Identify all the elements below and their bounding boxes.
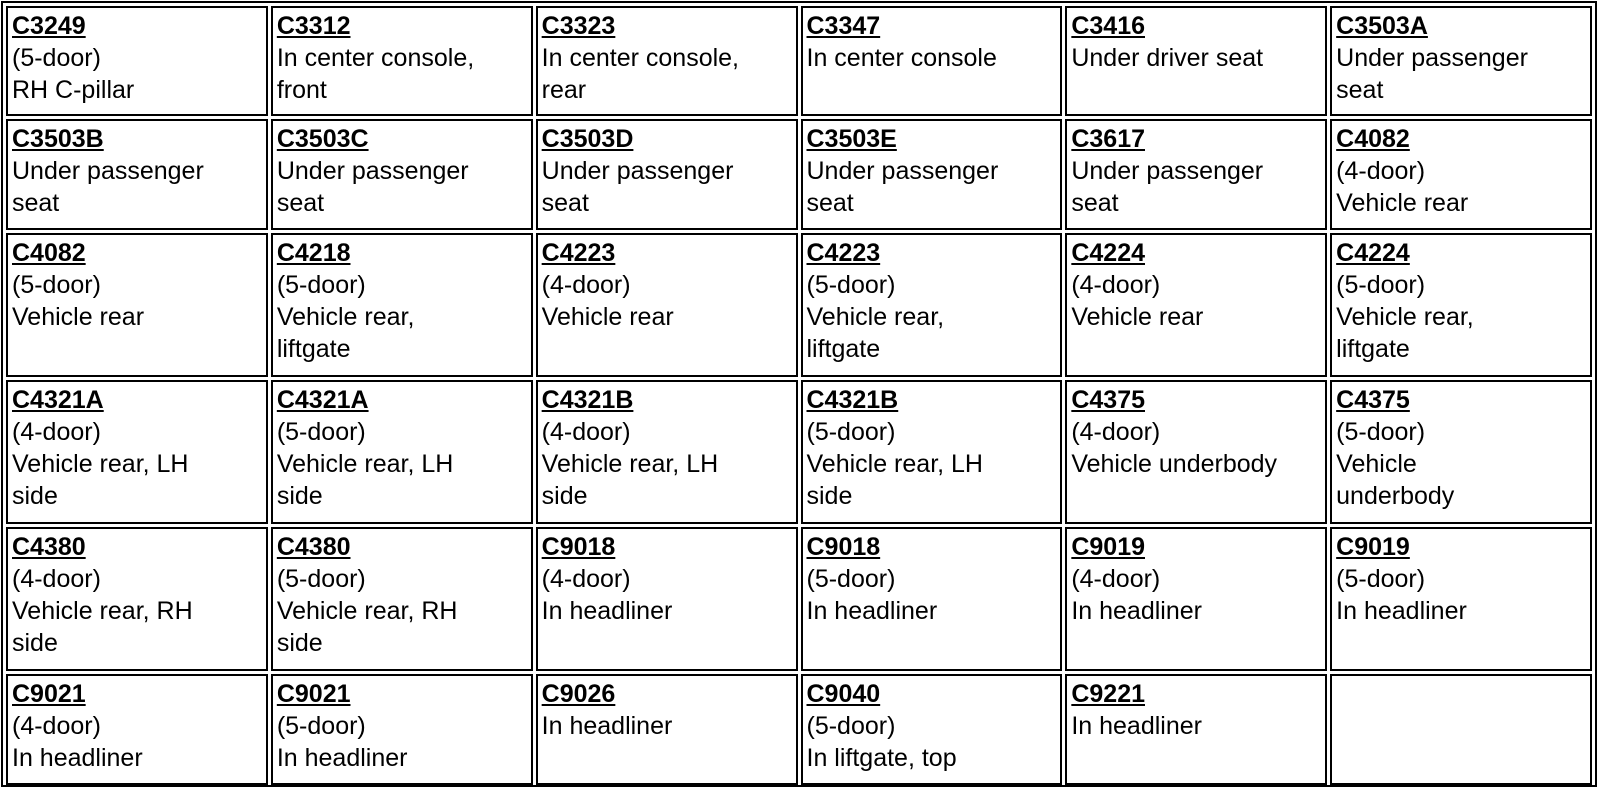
connector-link[interactable]: C3503D xyxy=(541,125,634,153)
location-text: In headliner xyxy=(806,597,938,625)
location-text: side xyxy=(276,482,323,510)
connector-link[interactable]: C4375 xyxy=(1071,386,1145,414)
location-text: front xyxy=(276,76,327,104)
connector-link[interactable]: C9040 xyxy=(806,680,881,708)
location-text: (5-door) xyxy=(806,712,896,740)
connector-link[interactable]: C4082 xyxy=(12,239,86,267)
table-cell xyxy=(536,6,798,116)
location-text: Vehicle rear, RH xyxy=(12,597,193,625)
location-text: In center console, xyxy=(541,44,739,72)
table-cell xyxy=(1065,233,1327,377)
table-cell xyxy=(536,233,798,377)
location-text: side xyxy=(12,629,58,657)
connector-link[interactable]: C9021 xyxy=(276,680,351,708)
connector-link[interactable]: C9018 xyxy=(806,533,881,561)
location-text: (5-door) xyxy=(1336,565,1426,593)
location-text: liftgate xyxy=(1336,335,1410,363)
location-text: Vehicle rear, LH xyxy=(12,450,189,478)
connector-link[interactable]: C3503E xyxy=(806,125,897,153)
connector-link[interactable]: C4321B xyxy=(541,386,634,414)
connector-link[interactable]: C9019 xyxy=(1071,533,1145,561)
location-text: (4-door) xyxy=(541,418,631,446)
location-text: (5-door) xyxy=(276,712,366,740)
table-cell xyxy=(801,674,1063,785)
location-text: Under passenger xyxy=(12,157,204,185)
location-text: (4-door) xyxy=(541,271,631,299)
table-cell xyxy=(1065,6,1327,116)
connector-link[interactable]: C9026 xyxy=(541,680,616,708)
location-text: (4-door) xyxy=(1336,157,1426,185)
location-text: side xyxy=(276,629,323,657)
table-cell xyxy=(1330,233,1592,377)
table-cell xyxy=(1065,119,1327,230)
location-text: underbody xyxy=(1336,482,1455,510)
location-text: In center console, xyxy=(276,44,475,72)
table-cell xyxy=(536,119,798,230)
table-cell xyxy=(271,674,533,785)
table-cell xyxy=(1330,119,1592,230)
table-cell xyxy=(1330,6,1592,116)
location-text: Vehicle rear, LH xyxy=(276,450,454,478)
connector-link[interactable]: C9019 xyxy=(1336,533,1410,561)
location-text: In headliner xyxy=(276,744,408,772)
table-cell xyxy=(801,233,1063,377)
location-text: Vehicle rear xyxy=(1071,303,1204,331)
table-cell xyxy=(1065,674,1327,785)
location-text: Vehicle rear, xyxy=(276,303,415,331)
table-cell xyxy=(536,380,798,524)
connector-location-table xyxy=(1,1,1597,787)
location-text: Vehicle rear, xyxy=(806,303,945,331)
location-text: seat xyxy=(806,189,854,217)
connector-link[interactable]: C3312 xyxy=(276,12,351,40)
table-cell xyxy=(271,380,533,524)
location-text: RH C-pillar xyxy=(12,76,135,104)
table-cell xyxy=(6,674,268,785)
table-cell xyxy=(6,233,268,377)
connector-link[interactable]: C4321A xyxy=(12,386,104,414)
connector-link[interactable]: C4223 xyxy=(541,239,616,267)
location-text: (5-door) xyxy=(276,271,366,299)
table-cell xyxy=(801,119,1063,230)
location-text: (5-door) xyxy=(276,418,366,446)
table-cell xyxy=(801,527,1063,671)
location-text: (5-door) xyxy=(1336,418,1426,446)
connector-link[interactable]: C4321A xyxy=(276,386,369,414)
connector-link[interactable]: C3416 xyxy=(1071,12,1145,40)
location-text: (5-door) xyxy=(806,418,896,446)
location-text: Under passenger xyxy=(276,157,469,185)
location-text: liftgate xyxy=(806,335,881,363)
location-text: seat xyxy=(1336,76,1384,104)
location-text: In headliner xyxy=(1336,597,1467,625)
table-cell xyxy=(6,119,268,230)
connector-link[interactable]: C9221 xyxy=(1071,680,1145,708)
connector-link[interactable]: C4380 xyxy=(276,533,351,561)
location-text: Vehicle rear xyxy=(12,303,145,331)
location-text: (4-door) xyxy=(1071,271,1161,299)
table-cell xyxy=(271,119,533,230)
location-text: rear xyxy=(541,76,587,104)
table-cell xyxy=(536,674,798,785)
table-cell xyxy=(1330,527,1592,671)
location-text: seat xyxy=(276,189,325,217)
location-text: In headliner xyxy=(1071,712,1202,740)
location-text: Vehicle underbody xyxy=(1071,450,1278,478)
table-cell xyxy=(271,527,533,671)
connector-link[interactable]: C4218 xyxy=(276,239,351,267)
connector-link[interactable]: C3503C xyxy=(276,125,369,153)
connector-link[interactable]: C4223 xyxy=(806,239,881,267)
location-text: (5-door) xyxy=(12,271,101,299)
connector-link[interactable]: C4375 xyxy=(1336,386,1410,414)
location-text: (4-door) xyxy=(541,565,631,593)
table-cell xyxy=(6,6,268,116)
table-cell xyxy=(1065,527,1327,671)
connector-link[interactable]: C9018 xyxy=(541,533,616,561)
table-cell xyxy=(1065,380,1327,524)
location-text: Under driver seat xyxy=(1071,44,1264,72)
connector-link[interactable]: C9021 xyxy=(12,680,86,708)
location-text: (5-door) xyxy=(806,565,896,593)
location-text: Vehicle xyxy=(1336,450,1417,478)
location-text: In headliner xyxy=(12,744,143,772)
table-cell xyxy=(801,380,1063,524)
connector-link[interactable]: C4321B xyxy=(806,386,899,414)
table-cell xyxy=(271,6,533,116)
empty-table-cell xyxy=(1330,674,1592,785)
connector-link[interactable]: C4380 xyxy=(12,533,86,561)
location-text: Vehicle rear, LH xyxy=(806,450,983,478)
location-text: (4-door) xyxy=(1071,418,1161,446)
location-text: side xyxy=(12,482,58,510)
connector-link[interactable]: C3249 xyxy=(12,12,86,40)
location-text: (4-door) xyxy=(1071,565,1161,593)
connector-link[interactable]: C3323 xyxy=(541,12,616,40)
location-text: (5-door) xyxy=(12,44,101,72)
location-text: Vehicle rear xyxy=(541,303,674,331)
location-text: (5-door) xyxy=(1336,271,1426,299)
connector-link[interactable]: C4224 xyxy=(1336,239,1410,267)
connector-link[interactable]: C4224 xyxy=(1071,239,1145,267)
location-text: (4-door) xyxy=(12,565,101,593)
location-text: seat xyxy=(1071,189,1119,217)
location-text: Vehicle rear, LH xyxy=(541,450,719,478)
location-text: In liftgate, top xyxy=(806,744,957,772)
connector-link[interactable]: C3617 xyxy=(1071,125,1145,153)
location-text: (5-door) xyxy=(276,565,366,593)
location-text: In headliner xyxy=(541,712,673,740)
location-text: Under passenger xyxy=(1071,157,1264,185)
location-text: (5-door) xyxy=(806,271,896,299)
location-text: Vehicle rear, RH xyxy=(276,597,458,625)
location-text: liftgate xyxy=(276,335,351,363)
table-cell xyxy=(801,6,1063,116)
location-text: Vehicle rear xyxy=(1336,189,1469,217)
location-text: Under passenger xyxy=(806,157,999,185)
connector-link[interactable]: C3347 xyxy=(806,12,881,40)
location-text: In center console xyxy=(806,44,997,72)
table-cell xyxy=(271,233,533,377)
table-cell xyxy=(6,380,268,524)
location-text: seat xyxy=(541,189,589,217)
table-cell xyxy=(1330,380,1592,524)
connector-link[interactable]: C3503B xyxy=(12,125,104,153)
location-text: (4-door) xyxy=(12,418,101,446)
connector-link[interactable]: C3503A xyxy=(1336,12,1428,40)
location-text: side xyxy=(541,482,588,510)
table-cell xyxy=(6,527,268,671)
location-text: In headliner xyxy=(541,597,673,625)
table-cell xyxy=(536,527,798,671)
connector-link[interactable]: C4082 xyxy=(1336,125,1410,153)
location-text: (4-door) xyxy=(12,712,101,740)
location-text: Under passenger xyxy=(541,157,734,185)
location-text: In headliner xyxy=(1071,597,1202,625)
location-text: Vehicle rear, xyxy=(1336,303,1474,331)
location-text: seat xyxy=(12,189,60,217)
location-text: side xyxy=(806,482,853,510)
location-text: Under passenger xyxy=(1336,44,1528,72)
